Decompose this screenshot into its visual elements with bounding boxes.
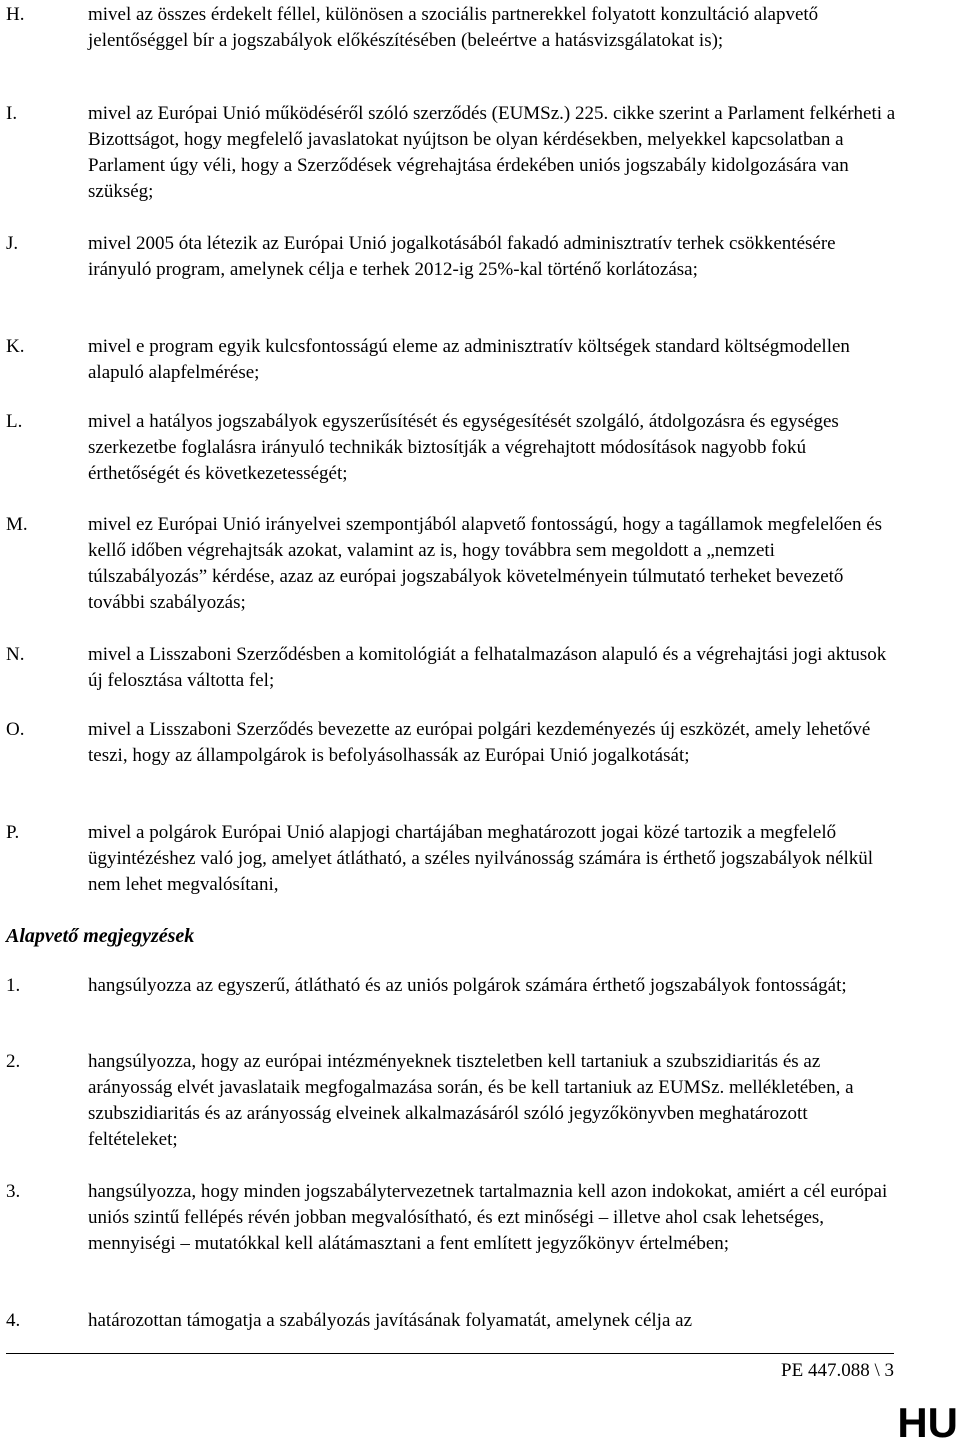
recital-l: [6, 409, 896, 487]
point-label: 4.: [6, 1310, 21, 1331]
recital-k: [6, 334, 896, 386]
point-text: hangsúlyozza az egyszerű, átlátható és az uniós polgárok számára érthető jogszabályok fontosságát;: [88, 975, 847, 996]
recital-text: mivel a hatályos jogszabályok egyszerűsítését és egységesítését szolgáló, átdolgozásra és egységes szerkezetbe foglalásra irányuló technikák biztosítják a végrehajtott módosítások nagyobb fokú érthetőségét és következetességét;: [88, 411, 839, 484]
point-label: 3.: [6, 1181, 21, 1202]
recital-o: [6, 717, 896, 769]
recital-label: K.: [6, 336, 25, 357]
point-text: hangsúlyozza, hogy minden jogszabálytervezetnek tartalmaznia kell azon indokokat, amiért a cél európai uniós szintű fellépés révén jobban megvalósítható, és ezt minőségi – illetve ahol csak lehetséges, mennyiségi – mutatókkal kell alátámasztani a fent említett jegyzőkönyv értelmében;: [88, 1181, 888, 1254]
recital-text: mivel ez Európai Unió irányelvei szempontjából alapvető fontosságú, hogy a tagállamok megfelelően és kellő időben végrehajtsák azokat, valamint az is, hogy továbbra sem megoldott a „nemzeti túlszabályozás” kérdése, azaz az európai jogszabályok követelményein túlmutató terheket bevezető további szabályozás;: [88, 514, 883, 613]
recital-label: L.: [6, 411, 23, 432]
section-heading: Alapvető megjegyzések: [6, 925, 195, 947]
recital-label: H.: [6, 4, 25, 25]
recital-n: [6, 642, 896, 694]
point-text: hangsúlyozza, hogy az európai intézményeknek tiszteletben kell tartaniuk a szubszidiaritás és az arányosság elvét javaslataik megfogalmazása során, és be kell tartaniuk az EUMSz. mellékletében, a szubszidiaritás és az arányosság elveinek alkalmazásáról szóló jegyzőkönyvben meghatározott feltételeket;: [88, 1051, 854, 1150]
recital-text: mivel 2005 óta létezik az Európai Unió jogalkotásából fakadó adminisztratív terhek csökkentésére irányuló program, amelynek célja e terhek 2012-ig 25%-kal történő korlátozása;: [88, 233, 836, 280]
point-1: [6, 973, 896, 999]
recital-label: N.: [6, 644, 25, 665]
recital-label: P.: [6, 822, 20, 843]
recital-i: [6, 101, 896, 205]
point-label: 1.: [6, 975, 21, 996]
recital-j: [6, 231, 896, 283]
recital-label: I.: [6, 103, 18, 124]
recital-h: [6, 2, 896, 54]
recital-text: mivel a Lisszaboni Szerződésben a komitológiát a felhatalmazáson alapuló és a végrehajtási jogi aktusok új felosztása váltotta fel;: [88, 644, 887, 691]
point-text: határozottan támogatja a szabályozás javításának folyamatát, amelynek célja az: [88, 1310, 693, 1331]
page-reference: PE 447.088 \ 3: [781, 1360, 894, 1381]
recital-text: mivel az összes érdekelt féllel, különösen a szociális partnerekkel folyatott konzultáció alapvető jelentőséggel bír a jogszabályok előkészítésében (beleértve a hatásvizsgálatokat is);: [88, 4, 819, 51]
point-3: [6, 1179, 896, 1257]
recital-text: mivel az Európai Unió működéséről szóló szerződés (EUMSz.) 225. cikke szerint a Parlament felkérheti a Bizottságot, hogy megfelelő javaslatokat nyújtson be olyan kérdésekben, melyekkel kapcsolatban a Parlament úgy véli, hogy a Szerződések végrehajtása érdekében uniós jogszabály kidolgozására van szükség;: [88, 103, 896, 202]
recital-text: mivel a Lisszaboni Szerződés bevezette az európai polgári kezdeményezés új eszközét, amely lehetővé teszi, hogy az állampolgárok is befolyásolhassák az Európai Unió jogalkotását;: [88, 719, 871, 766]
recital-label: M.: [6, 514, 28, 535]
point-2: [6, 1049, 896, 1153]
language-code: HU: [897, 1399, 958, 1446]
recital-m: [6, 512, 896, 616]
recital-label: J.: [6, 233, 19, 254]
recital-p: [6, 820, 896, 898]
recital-label: O.: [6, 719, 25, 740]
recital-text: mivel e program egyik kulcsfontosságú eleme az adminisztratív költségek standard költségmodellen alapuló alapfelmérése;: [88, 336, 850, 383]
footer-divider: [6, 1353, 894, 1354]
point-label: 2.: [6, 1051, 21, 1072]
recital-text: mivel a polgárok Európai Unió alapjogi chartájában meghatározott jogai közé tartozik a megfelelő ügyintézéshez való jog, amelyet átlátható, a széles nyilvánosság számára is érthető jogszabályok nélkül nem lehet megvalósítani,: [88, 822, 874, 895]
point-4: [6, 1308, 896, 1334]
